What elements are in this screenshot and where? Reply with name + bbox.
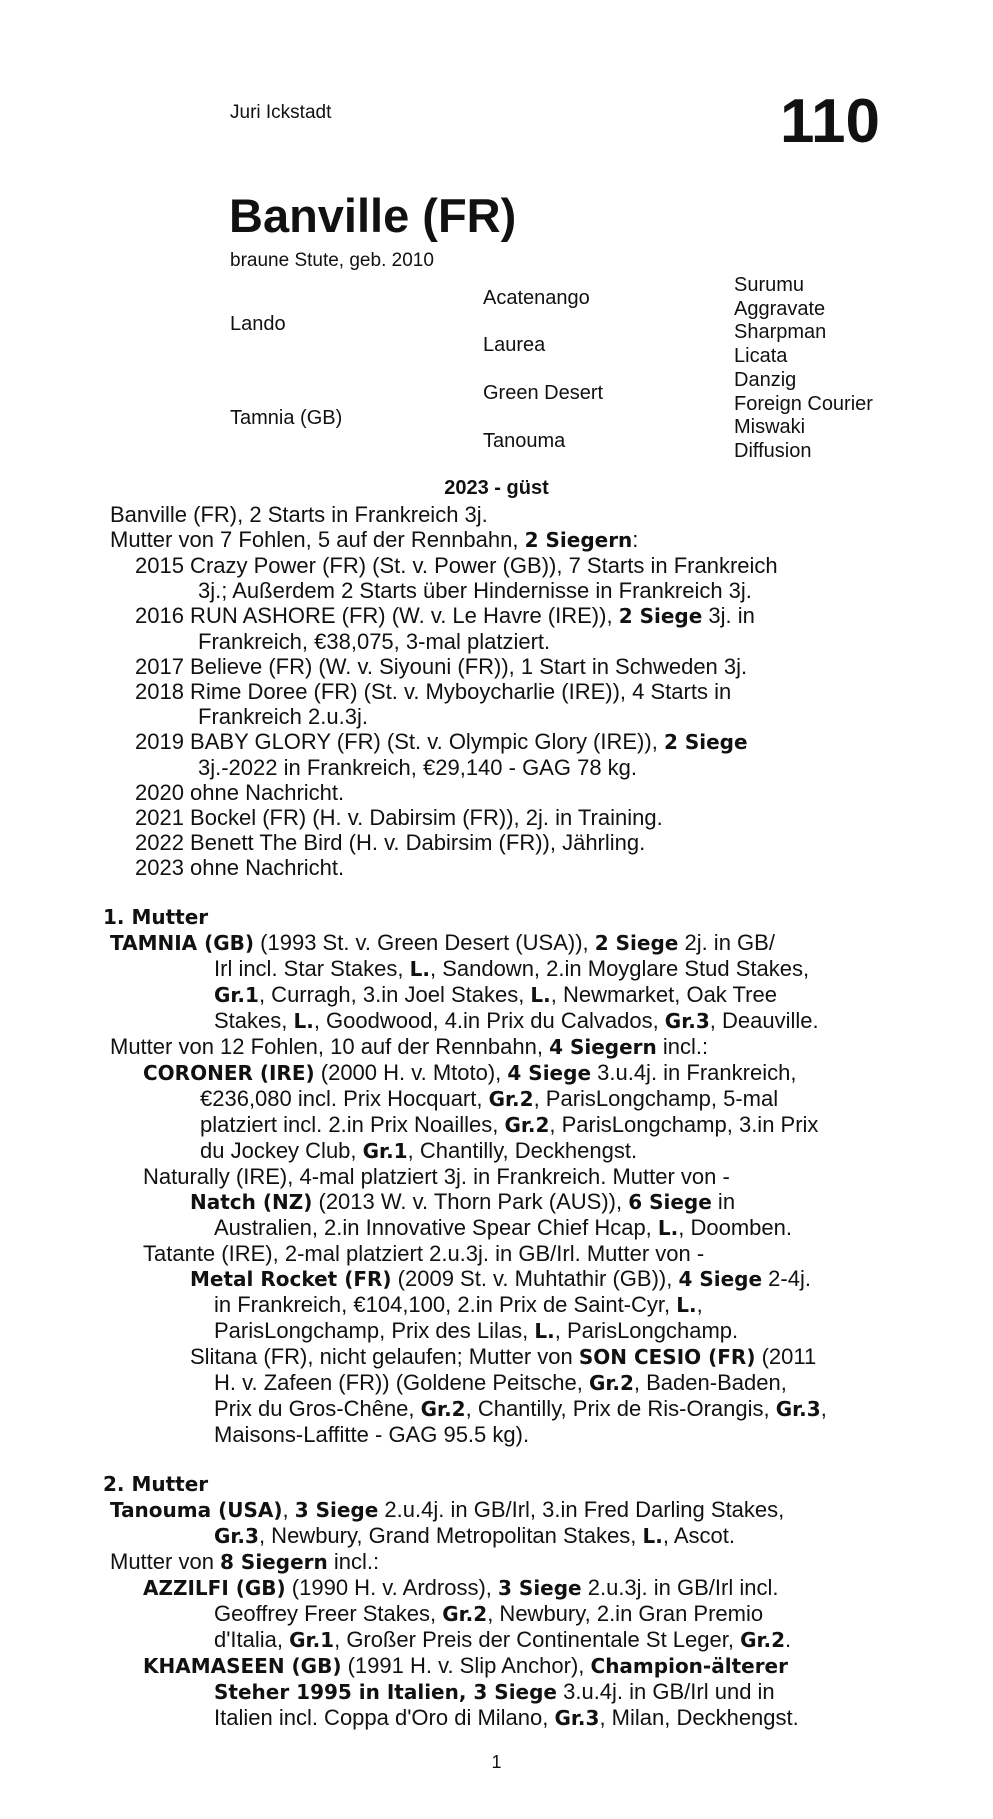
record-line: Tanouma (USA), 3 Siege 2.u.4j. in GB/Irl, 3.in Fred Darling Stakes, [110,1497,785,1522]
record-line: Mutter von 7 Fohlen, 5 auf der Rennbahn, 2 Siegern: [110,527,639,552]
record-line: Frankreich 2.u.3j. [198,704,368,729]
record-line: Australien, 2.in Innovative Spear Chief Hcap, L., Doomben. [214,1215,792,1240]
record-line: Naturally (IRE), 4-mal platziert 3j. in Frankreich. Mutter von - [143,1164,730,1189]
pedigree-sire: Lando [230,313,286,335]
pedigree-ggp: Miswaki [734,416,806,438]
pedigree-ggp: Surumu [734,274,805,296]
record-line: platziert incl. 2.in Prix Noailles, Gr.2, ParisLongchamp, 3.in Prix [200,1112,819,1137]
record-line: 2018 Rime Doree (FR) (St. v. Myboycharlie (IRE)), 4 Starts in [135,679,732,704]
section-heading: 1. Mutter [103,905,209,929]
record-line: 2015 Crazy Power (FR) (St. v. Power (GB)), 7 Starts in Frankreich [135,553,778,578]
record-line: Mutter von 8 Siegern incl.: [110,1549,380,1574]
record-line: 3j.; Außerdem 2 Starts über Hindernisse in Frankreich 3j. [198,578,752,603]
record-line: Natch (NZ) (2013 W. v. Thorn Park (AUS)), 6 Siege in [190,1189,736,1214]
record-line: ParisLongchamp, Prix des Lilas, L., ParisLongchamp. [214,1318,739,1343]
record-line: 2016 RUN ASHORE (FR) (W. v. Le Havre (IRE)), 2 Siege 3j. in [135,603,755,628]
pedigree-sire-sire: Acatenango [483,287,590,309]
record-line: 3j.-2022 in Frankreich, €29,140 - GAG 78 kg. [198,755,638,780]
record-line: Gr.3, Newbury, Grand Metropolitan Stakes, L., Ascot. [214,1523,735,1548]
pedigree-ggp: Foreign Courier [734,393,873,415]
page-number: 1 [491,1752,502,1772]
pedigree-ggp: Diffusion [734,440,812,462]
horse-description: braune Stute, geb. 2010 [230,250,434,271]
horse-name: Banville (FR) [229,189,517,242]
record-line: Maisons-Laffitte - GAG 95.5 kg). [214,1422,530,1447]
record-text [0,502,993,1731]
record-line: Prix du Gros-Chêne, Gr.2, Chantilly, Prix de Ris-Orangis, Gr.3, [214,1396,827,1421]
record-line: Tatante (IRE), 2-mal platziert 2.u.3j. in GB/Irl. Mutter von - [143,1241,705,1266]
record-line: 2017 Believe (FR) (W. v. Siyouni (FR)), 1 Start in Schweden 3j. [135,654,748,679]
record-line: Italien incl. Coppa d'Oro di Milano, Gr.3, Milan, Deckhengst. [214,1705,799,1730]
record-line: Banville (FR), 2 Starts in Frankreich 3j. [110,502,488,527]
pedigree-dam-dam: Tanouma [483,430,566,452]
record-line: in Frankreich, €104,100, 2.in Prix de Saint-Cyr, L., [214,1292,703,1317]
record-line: 2020 ohne Nachricht. [135,780,345,805]
record-line: 2019 BABY GLORY (FR) (St. v. Olympic Glory (IRE)), 2 Siege [135,729,748,754]
record-line: Mutter von 12 Fohlen, 10 auf der Rennbahn, 4 Siegern incl.: [110,1034,709,1059]
pedigree-ggp: Aggravate [734,298,826,320]
record-line: Metal Rocket (FR) (2009 St. v. Muhtathir (GB)), 4 Siege 2-4j. [190,1266,811,1291]
record-line: d'Italia, Gr.1, Großer Preis der Continentale St Leger, Gr.2. [214,1627,792,1652]
record-line: €236,080 incl. Prix Hocquart, Gr.2, ParisLongchamp, 5-mal [200,1086,779,1111]
owner-name: Juri Ickstadt [230,102,332,123]
record-line: Irl incl. Star Stakes, L., Sandown, 2.in Moyglare Stud Stakes, [214,956,810,981]
record-line: 2022 Benett The Bird (H. v. Dabirsim (FR)), Jährling. [135,830,646,855]
record-line: Stakes, L., Goodwood, 4.in Prix du Calvados, Gr.3, Deauville. [214,1008,819,1033]
record-line: AZZILFI (GB) (1990 H. v. Ardross), 3 Siege 2.u.3j. in GB/Irl incl. [143,1575,779,1600]
record-line: Frankreich, €38,075, 3-mal platziert. [198,629,551,654]
pedigree-sire-dam: Laurea [483,334,546,356]
pedigree-dam-sire: Green Desert [483,382,604,404]
record-line: H. v. Zafeen (FR)) (Goldene Peitsche, Gr.2, Baden-Baden, [214,1370,787,1395]
pedigree-dam: Tamnia (GB) [230,407,343,429]
pedigree-ggp: Licata [734,345,788,367]
record-line: du Jockey Club, Gr.1, Chantilly, Deckhengst. [200,1138,638,1163]
record-line: Gr.1, Curragh, 3.in Joel Stakes, L., Newmarket, Oak Tree [214,982,777,1007]
record-line: KHAMASEEN (GB) (1991 H. v. Slip Anchor), Champion-älterer [143,1653,788,1678]
lot-number: 110 [780,87,881,156]
record-line: CORONER (IRE) (2000 H. v. Mtoto), 4 Siege 3.u.4j. in Frankreich, [143,1060,797,1085]
record-line: 2023 ohne Nachricht. [135,855,345,880]
record-line: 2021 Bockel (FR) (H. v. Dabirsim (FR)), 2j. in Training. [135,805,663,830]
pedigree-ggp: Sharpman [734,321,827,343]
breeding-status: 2023 - güst [444,477,549,499]
record-line: TAMNIA (GB) (1993 St. v. Green Desert (USA)), 2 Siege 2j. in GB/ [110,930,775,955]
record-line: Slitana (FR), nicht gelaufen; Mutter von SON CESIO (FR) (2011 [190,1344,817,1369]
record-line: Geoffrey Freer Stakes, Gr.2, Newbury, 2.in Gran Premio [214,1601,764,1626]
section-heading: 2. Mutter [103,1472,209,1496]
pedigree-ggp: Danzig [734,369,797,391]
record-line: Steher 1995 in Italien, 3 Siege 3.u.4j. in GB/Irl und in [214,1679,775,1704]
